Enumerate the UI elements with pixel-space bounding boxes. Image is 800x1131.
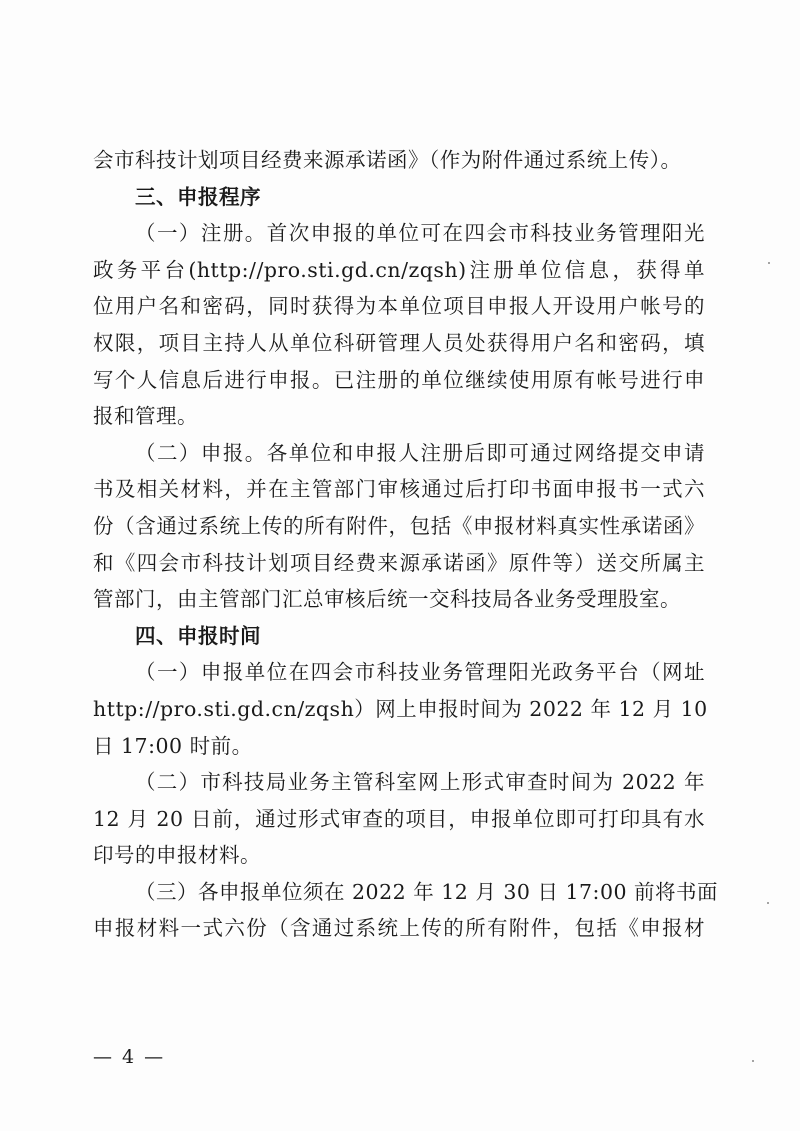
paragraph-line: 会市科技计划项目经费来源承诺函》（作为附件通过系统上传）。 bbox=[93, 148, 682, 172]
paragraph-line: （二）申报。各单位和申报人注册后即可通过网络提交申请 bbox=[135, 440, 705, 465]
paragraph-line: 申报材料一式六份（含通过系统上传的所有附件，包括《申报材 bbox=[93, 916, 705, 941]
paragraph-line: 书及相关材料，并在主管部门审核通过后打印书面申报书一式六 bbox=[93, 477, 705, 502]
paragraph-line: （三）各申报单位须在 2022 年 12 月 30 日 17:00 前将书面 bbox=[135, 879, 719, 904]
section-heading: 三、申报程序 bbox=[135, 184, 261, 209]
paragraph-line: （一）申报单位在四会市科技业务管理阳光政务平台（网址 bbox=[135, 660, 705, 685]
paragraph-line: 权限，项目主持人从单位科研管理人员处获得用户名和密码，填 bbox=[93, 330, 705, 355]
document-body bbox=[93, 142, 719, 947]
paragraph-line: 政务平台(http://pro.sti.gd.cn/zqsh)注册单位信息，获得单 bbox=[93, 257, 705, 282]
paragraph-line: （一）注册。首次申报的单位可在四会市科技业务管理阳光 bbox=[135, 221, 705, 246]
paragraph-line: 写个人信息后进行申报。已注册的单位继续使用原有帐号进行申 bbox=[93, 367, 705, 392]
paragraph-line: 日 17:00 时前。 bbox=[93, 733, 253, 758]
paragraph-line: 印号的申报材料。 bbox=[93, 843, 261, 868]
scan-speck bbox=[768, 262, 770, 264]
paragraph-line: 12 月 20 日前，通过形式审查的项目，申报单位即可打印具有水 bbox=[93, 806, 705, 831]
paragraph-line: 份（含通过系统上传的所有附件，包括《申报材料真实性承诺函》 bbox=[93, 513, 705, 538]
paragraph-line: 报和管理。 bbox=[93, 404, 198, 429]
scan-speck bbox=[752, 1060, 754, 1062]
paragraph-line: 管部门，由主管部门汇总审核后统一交科技局各业务受理股室。 bbox=[93, 587, 681, 612]
section-heading: 四、申报时间 bbox=[135, 623, 261, 648]
page-number: — 4 — bbox=[93, 1046, 166, 1068]
paragraph-line: 位用户名和密码，同时获得为本单位项目申报人开设用户帐号的 bbox=[93, 294, 705, 319]
paragraph-line: （二）市科技局业务主管科室网上形式审查时间为 2022 年 bbox=[135, 770, 705, 795]
paragraph-line: http://pro.sti.gd.cn/zqsh）网上申报时间为 2022 年 12 月 10 bbox=[93, 696, 708, 721]
paragraph-line: 和《四会市科技计划项目经费来源承诺函》原件等）送交所属主 bbox=[93, 550, 705, 575]
scan-speck bbox=[767, 902, 769, 904]
